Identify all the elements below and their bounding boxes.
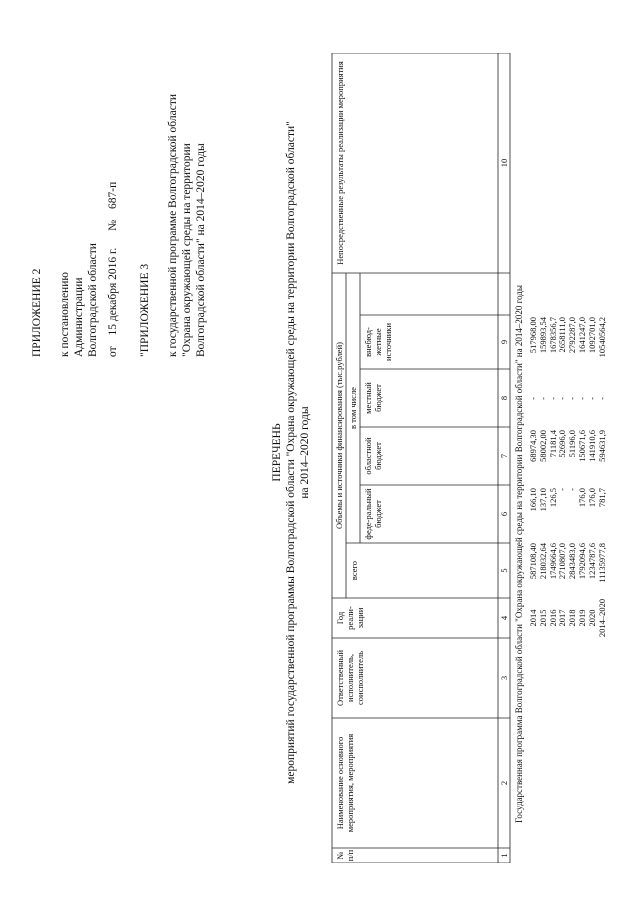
section-title: Государственная программа Волгоградской области "Охрана окружающей среды на территории Волгоградской области" на 2014–2020 годы <box>514 285 524 823</box>
cell-total: 11135977,8 <box>596 543 607 583</box>
cell-regional: 58002,00 <box>537 430 548 462</box>
cell-local: - <box>557 397 568 400</box>
colnum-5: 5 <box>499 568 509 573</box>
cell-local: - <box>567 397 578 400</box>
cell-year: 2016 <box>547 609 558 627</box>
colnum-1: 1 <box>499 853 509 858</box>
date-prefix: от <box>107 346 119 357</box>
col-executor-header: Ответственный исполнитель, соисполнитель <box>335 650 365 706</box>
program-line-1: к государственной программе Волгоградской области <box>167 94 179 357</box>
cell-total: 1749664,6 <box>547 543 558 580</box>
cell-total: 587108,40 <box>528 543 538 580</box>
cell-local: - <box>537 397 548 400</box>
cell-federal: - <box>567 488 578 491</box>
cell-offbudget: 159893,54 <box>537 317 548 354</box>
colnum-4: 4 <box>499 615 509 621</box>
cell-year: 2018 <box>567 609 578 627</box>
colnum-8: 8 <box>499 395 509 401</box>
document-title-line-1: мероприятий государственной программы Волгоградской области "Охрана окружающей среды на территории Волгоградской области" <box>285 121 297 784</box>
results-header: Непосредственные результаты реализации мероприятия <box>335 61 345 265</box>
col-number-header: № п/п <box>335 849 355 862</box>
cell-regional: 68974,30 <box>528 430 538 462</box>
cell-local: - <box>586 397 597 400</box>
to-resolution-label: к постановлению <box>59 272 71 357</box>
cell-offbudget: 2792287,0 <box>567 317 578 354</box>
cell-total: 2843483,0 <box>567 543 578 580</box>
cell-regional: 52696,0 <box>557 430 568 458</box>
colnum-10: 10 <box>499 158 509 168</box>
number-prefix: № <box>107 219 119 231</box>
col-activity-header: Наименование основного мероприятия, мероприятия <box>335 733 355 833</box>
cell-offbudget: 1092701,0 <box>586 317 597 354</box>
document-title-line-2: на 2014–2020 годы <box>299 406 311 499</box>
cell-local: - <box>596 397 607 400</box>
colnum-9: 9 <box>499 339 509 345</box>
cell-federal: 137,10 <box>537 488 548 512</box>
cell-offbudget: 1678356,7 <box>547 317 558 354</box>
cell-local: - <box>528 397 538 400</box>
appendix3-label: "ПРИЛОЖЕНИЕ 3 <box>139 263 151 357</box>
region-label: Волгоградской области <box>87 243 99 357</box>
cell-regional: 150671,6 <box>577 430 587 462</box>
cell-offbudget: 517968,00 <box>528 317 538 354</box>
cell-year: 2015 <box>537 609 548 627</box>
cell-federal: 176,0 <box>577 488 587 508</box>
cell-federal: 781,7 <box>596 488 607 508</box>
colnum-2: 2 <box>499 780 509 786</box>
colnum-6: 6 <box>499 511 509 517</box>
cell-local: - <box>547 397 558 400</box>
cell-year: 2020 <box>586 609 597 627</box>
total-header: всего <box>349 560 359 581</box>
federal-header: феде-ральный бюджет <box>363 488 383 540</box>
funding-header: Объемы и источники финансирования (тыс.рублей) <box>334 342 344 529</box>
resolution-date: 15 декабря 2016 г. <box>107 247 119 336</box>
cell-regional: 141910,6 <box>586 430 597 462</box>
activities-table <box>0 53 640 863</box>
cell-total: 1792094,6 <box>577 543 587 580</box>
cell-offbudget: 2658111,0 <box>557 317 568 353</box>
colnum-7: 7 <box>499 453 509 459</box>
colnum-3: 3 <box>499 675 509 681</box>
cell-year: 2014 <box>528 609 538 627</box>
cell-regional: 51196,0 <box>567 430 578 458</box>
cell-total: 1234787,6 <box>586 543 597 580</box>
document-heading: ПЕРЕЧЕНЬ <box>271 423 283 482</box>
cell-total: 2710807,0 <box>557 543 568 580</box>
program-line-3: Волгоградской области" на 2014–2020 годы <box>195 143 207 357</box>
resolution-number: 687-п <box>107 181 119 209</box>
including-header: в том числе <box>348 387 358 429</box>
regional-header: областной бюджет <box>363 437 383 475</box>
cell-federal: 166,10 <box>528 488 538 512</box>
cell-regional: 594631,9 <box>596 430 607 462</box>
cell-local: - <box>577 397 587 400</box>
cell-regional: 71181,4 <box>547 430 558 458</box>
cell-federal: - <box>557 488 568 491</box>
cell-year: 2019 <box>577 609 587 627</box>
cell-offbudget: 1641247,0 <box>577 317 587 354</box>
administration-label: Администрации <box>73 277 85 357</box>
local-header: местный бюджет <box>363 382 383 414</box>
cell-federal: 126,5 <box>547 488 558 508</box>
cell-federal: 176,0 <box>586 488 597 508</box>
program-line-2: "Охрана окружающей среды на территории <box>181 143 193 357</box>
offbudget-header: внебюд-жетные источники <box>363 323 393 362</box>
cell-offbudget: 10540564,2 <box>596 317 607 358</box>
cell-year: 2017 <box>557 609 568 627</box>
col-year-header: Год реали-зации <box>335 606 365 630</box>
cell-total: 218032,64 <box>537 543 548 580</box>
cell-year: 2014–2020 <box>596 598 607 638</box>
appendix2-label: ПРИЛОЖЕНИЕ 2 <box>31 268 43 357</box>
